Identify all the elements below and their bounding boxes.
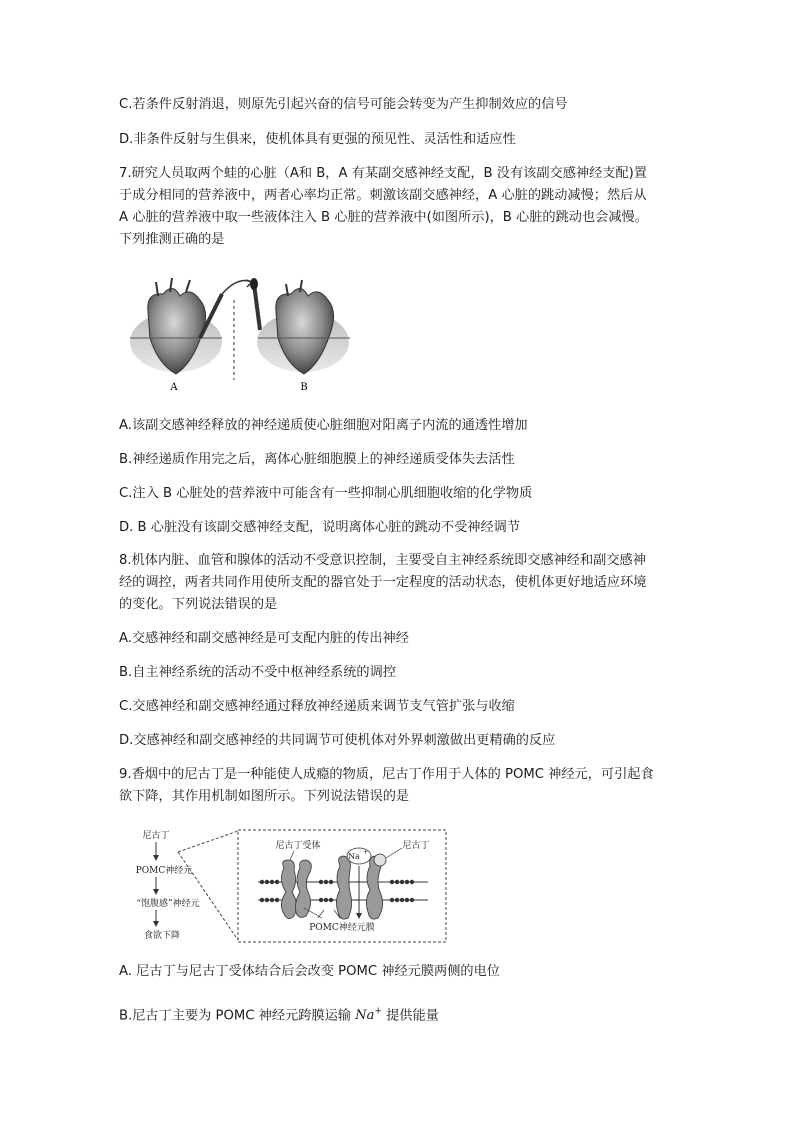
membrane-label: POMC神经元膜 — [309, 923, 375, 933]
q9-option-a: A. 尼古丁与尼古丁受体结合后会改变 POMC 神经元膜两侧的电位 — [119, 964, 500, 979]
receptor-label: 尼古丁受体 — [275, 841, 321, 851]
q8-line-1: 8.机体内脏、血管和腺体的活动不受意识控制，主要受自主神经系统即交感神经和副交感神 — [119, 553, 646, 568]
nicotine-label: 尼古丁 — [402, 841, 430, 851]
heart-b — [257, 280, 350, 374]
ion-symbol: Na — [355, 1008, 375, 1024]
q8-option-a: A.交感神经和副交感神经是可支配内脏的传出神经 — [119, 631, 409, 646]
q8-option-b: B.自主神经系统的活动不受中枢神经系统的调控 — [119, 665, 396, 680]
flow-step-appetite: 食欲下降 — [143, 931, 181, 941]
ion-charge: + — [374, 1007, 382, 1017]
fig-label-a: A — [170, 382, 178, 393]
q7-line-2: 于成分相同的营养液中，两者心率均正常。刺激该副交感神经，A 心脏的跳动减慢；然后从 — [119, 188, 647, 203]
ion-sup: + — [363, 849, 369, 856]
nicotine-mechanism-figure — [128, 826, 450, 948]
q8-line-2: 经的调控，两者共同作用使所支配的器官处于一定程度的活动状态，使机体更好地适应环境 — [119, 575, 647, 590]
question-9-stem — [119, 764, 679, 808]
q7-line-1: 7.研究人员取两个蛙的心脏（A和 B，A 有某副交感神经支配，B 没有该副交感神经支配)置 — [119, 166, 647, 181]
q9-option-b-ion — [355, 1008, 382, 1023]
q8-option-d: D.交感神经和副交感神经的共同调节可使机体对外界刺激做出更精确的反应 — [119, 733, 556, 748]
question-8-stem — [119, 550, 679, 616]
option-d-prev: D.非条件反射与生俱来，使机体具有更强的预见性、灵活性和适应性 — [119, 132, 516, 147]
ion-label: Na — [348, 852, 360, 861]
q9-option-b — [119, 1002, 679, 1026]
option-c-prev: C.若条件反射消退，则原先引起兴奋的信号可能会转变为产生抑制效应的信号 — [119, 97, 568, 112]
flow-step-nicotine: 尼古丁 — [142, 831, 170, 841]
q8-line-3: 的变化。下列说法错误的是 — [119, 597, 278, 612]
flow-step-pomc: POMC神经元 — [135, 866, 193, 876]
fig-label-b: B — [300, 382, 308, 393]
q7-line-3: A 心脏的营养液中取一些液体注入 B 心脏的营养液中(如图所示)，B 心脏的跳动也会减慢。 — [119, 210, 648, 225]
q7-option-b: B.神经递质作用完之后，离体心脏细胞膜上的神经递质受体失去活性 — [119, 452, 515, 467]
q7-option-c: C.注入 B 心脏处的营养液中可能含有一些抑制心肌细胞收缩的化学物质 — [119, 486, 533, 501]
q7-option-d: D. B 心脏没有该副交感神经支配，说明离体心脏的跳动不受神经调节 — [119, 520, 521, 535]
question-7-stem — [119, 163, 679, 251]
q7-option-a: A.该副交感神经释放的神经递质使心脏细胞对阳离子内流的通透性增加 — [119, 418, 528, 433]
q7-line-4: 下列推测正确的是 — [119, 232, 225, 247]
flow-step-satiety: “饱腹感”神经元 — [136, 899, 200, 909]
q9-option-b-tail: 提供能量 — [386, 1008, 439, 1024]
heart-experiment-figure — [128, 272, 358, 400]
q9-line-1: 9.香烟中的尼古丁是一种能使人成瘾的物质，尼古丁作用于人体的 POMC 神经元，可引起食 — [119, 767, 654, 782]
q9-line-2: 欲下降，其作用机制如图所示。下列说法错误的是 — [119, 789, 410, 804]
q8-option-c: C.交感神经和副交感神经通过释放神经递质来调节支气管扩张与收缩 — [119, 699, 515, 714]
q9-option-b-text: B.尼古丁主要为 POMC 神经元跨膜运输 — [119, 1008, 351, 1024]
